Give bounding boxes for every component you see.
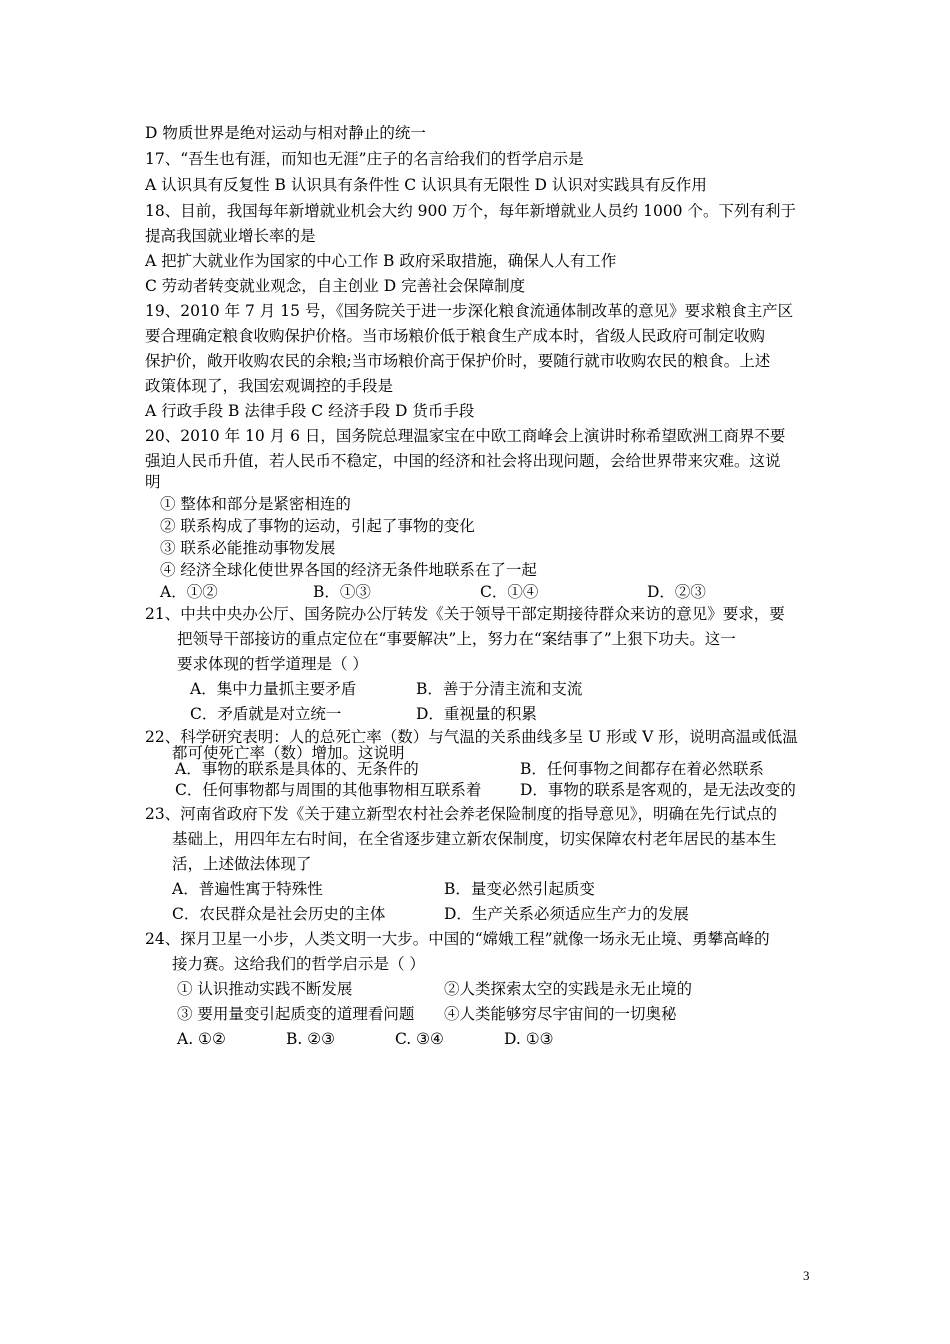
statement-20-1: ① 整体和部分是紧密相连的 [160,495,351,513]
option-22-b: B．任何事物之间都存在着必然联系 [520,760,764,778]
question-18-line-2: 提高我国就业增长率的是 [145,227,316,245]
options-18-ab: A 把扩大就业作为国家的中心工作 B 政府采取措施，确保人人有工作 [145,252,617,270]
options-17: A 认识具有反复性 B 认识具有条件性 C 认识具有无限性 D 认识对实践具有反作用 [145,176,707,194]
question-19-line-4: 政策体现了，我国宏观调控的手段是 [145,377,394,395]
question-19-line-1: 19、2010 年 7 月 15 号，《国务院关于进一步深化粮食流通体制改革的意见》要求粮食主产区 [145,302,794,320]
option-24-c: C. ③④ [395,1030,444,1048]
option-23-a: A．普遍性寓于特殊性 [172,880,323,898]
question-20-line-2: 强迫人民币升值，若人民币不稳定，中国的经济和社会将出现问题，会给世界带来灾难。这说 [145,452,781,470]
question-22-line-2: 都可使死亡率（数）增加。这说明 [172,744,405,762]
options-19: A 行政手段 B 法律手段 C 经济手段 D 货币手段 [145,402,475,420]
question-22-line-1: 22、科学研究表明：人的总死亡率（数）与气温的关系曲线多呈 U 形或 V 形，说明高温或低温 [145,728,798,746]
page-number: 3 [803,1268,810,1283]
question-18-line-1: 18、目前，我国每年新增就业机会大约 900 万个，每年新增就业人员约 1000 个。下列有利于 [145,202,796,220]
question-23-line-1: 23、河南省政府下发《关于建立新型农村社会养老保险制度的指导意见》，明确在先行试点的 [145,805,777,823]
option-22-c: C．任何事物都与周围的其他事物相互联系着 [175,781,482,799]
option-22-a: A．事物的联系是具体的、无条件的 [175,760,419,778]
statement-20-2: ② 联系构成了事物的运动，引起了事物的变化 [160,517,475,535]
option-21-b: B．善于分清主流和支流 [416,680,583,698]
option-20-c: C．①④ [480,583,539,601]
question-23-line-3: 活，上述做法体现了 [172,855,312,873]
option-20-b: B．①③ [313,583,371,601]
question-21-line-1: 21、中共中央办公厅、国务院办公厅转发《关于领导干部定期接待群众来访的意见》要求，要 [145,605,785,623]
question-21-line-3: 要求体现的哲学道理是（ ） [177,655,368,673]
statement-24-2: ②人类探索太空的实践是永无止境的 [444,980,693,998]
question-20-line-1: 20、2010 年 10 月 6 日，国务院总理温家宝在中欧工商峰会上演讲时称希望欧洲工商界不要 [145,427,786,445]
question-21-line-2: 把领导干部接访的重点定位在“事要解决”上，努力在“案结事了”上狠下功夫。这一 [177,630,736,648]
option-24-d: D. ①③ [504,1030,554,1048]
option-23-b: B．量变必然引起质变 [444,880,595,898]
statement-20-3: ③ 联系必能推动事物发展 [160,539,336,557]
statement-24-4: ④人类能够穷尽宇宙间的一切奥秘 [444,1005,677,1023]
option-24-a: A. ①② [177,1030,226,1048]
question-20-line-3: 明 [145,473,161,491]
option-24-b: B. ②③ [286,1030,336,1048]
question-19-line-2: 要合理确定粮食收购保护价格。当市场粮价低于粮食生产成本时，省级人民政府可制定收购 [145,327,766,345]
option-21-a: A．集中力量抓主要矛盾 [190,680,357,698]
statement-24-1: ① 认识推动实践不断发展 [177,980,353,998]
options-18-cd: C 劳动者转变就业观念，自主创业 D 完善社会保障制度 [145,277,526,295]
question-23-line-2: 基础上，用四年左右时间，在全省逐步建立新农保制度，切实保障农村老年居民的基本生 [172,830,777,848]
option-16d: D 物质世界是绝对运动与相对静止的统一 [145,124,426,142]
question-24-line-1: 24、探月卫星一小步，人类文明一大步。中国的“嫦娥工程”就像一场永无止境、勇攀高峰的 [145,930,770,948]
option-20-d: D．②③ [647,583,706,601]
option-22-d: D．事物的联系是客观的，是无法改变的 [520,781,796,799]
option-23-d: D．生产关系必须适应生产力的发展 [444,905,689,923]
option-23-c: C．农民群众是社会历史的主体 [172,905,386,923]
question-24-line-2: 接力赛。这给我们的哲学启示是（ ） [172,955,425,973]
question-19-line-3: 保护价，敞开收购农民的余粮;当市场粮价高于保护价时，要随行就市收购农民的粮食。上述 [145,352,771,370]
statement-20-4: ④ 经济全球化使世界各国的经济无条件地联系在了一起 [160,561,537,579]
option-20-a: A．①② [160,583,218,601]
question-17: 17、“吾生也有涯，而知也无涯”庄子的名言给我们的哲学启示是 [145,150,584,168]
option-21-d: D．重视量的积累 [416,705,537,723]
statement-24-3: ③ 要用量变引起质变的道理看问题 [177,1005,415,1023]
option-21-c: C．矛盾就是对立统一 [190,705,342,723]
